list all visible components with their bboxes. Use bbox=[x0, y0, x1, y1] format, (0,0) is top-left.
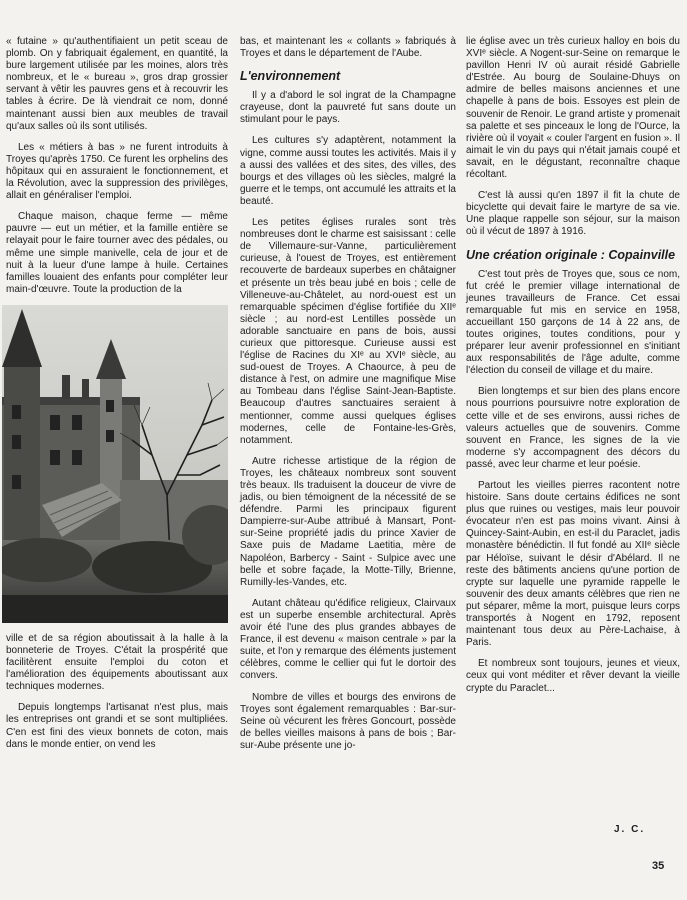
paragraph: bas, et maintenant les « collants » fabriqués à Troyes et dans le département de l'Aube. bbox=[240, 36, 456, 60]
paragraph: Les cultures s'y adaptèrent, notamment la vigne, comme aussi toutes les activités. Mais il y a aussi des vallées et des sites, des villes, des bourgs et des villages où les siècles, malgré la guerre et le temps, ont accumulé les attraits et la beauté. bbox=[240, 135, 456, 207]
paragraph: Depuis longtemps l'artisanat n'est plus, mais les entreprises ont grandi et se sont multipliées. C'en est fini des vieux bonnets de coton, mais dans le monde entier, on vend les bbox=[6, 702, 228, 750]
paragraph: C'est là aussi qu'en 1897 il fit la chute de bicyclette qui devait faire le martyre de sa vie. Une plaque rappelle son séjour, sur la maison où il vécut de 1897 à 1916. bbox=[466, 190, 680, 238]
paragraph: C'est tout près de Troyes que, sous ce nom, fut créé le premier village international de jeunes travailleurs de France. Cet essai remarquable fut mis en service en 1958, accueillant 150 garçons de 14 à 22 ans, de toutes origines, toutes conditions, pour y préparer leur avenir professionnel en s'initiant aux responsabilités de l'âge adulte, comme l'élection du conseil de village et du maire. bbox=[466, 268, 680, 377]
paragraph: Nombre de villes et bourgs des environs de Troyes sont également remarquables : Bar-sur-Seine où vécurent les frères Goncourt, possède de belles vieilles maisons à pans de bois ; Bar-sur-Aube présente une jo- bbox=[240, 691, 456, 751]
page-number: 35 bbox=[652, 860, 665, 872]
paragraph: ville et de sa région aboutissait à la halle à la bonneterie de Troyes. C'était la prospérité que facilitèrent ensuite l'emploi du coton et l'amélioration des équipements aboutissant aux techniques modernes. bbox=[6, 632, 228, 693]
chateau-photo bbox=[2, 305, 228, 623]
paragraph: Et nombreux sont toujours, jeunes et vieux, ceux qui vont méditer et rêver devant la vieille crypte du Paraclet... bbox=[466, 658, 680, 694]
paragraph: Partout les vieilles pierres racontent notre histoire. Sans doute certains édifices ne sont plus que ruines ou vestiges, mais leur pouvoir évocateur n'en est pas moins vivant. Ainsi à Quincey-Saint-Aubin, en est-il du Paraclet, jadis monastère bénédictin. Il fut fondé au XIIᵉ siècle par Héloïse, suivant le désir d'Abélard. Il ne reste des bâtiments anciens qu'une portion de crypte sur laquelle une pyramide rappelle le souvenir des deux amants célèbres que rien ne put séparer, même la mort, puisque leurs corps transportés à Nogent en 1792, reposent maintenant tous deux au Père-Lachaise, à Paris. bbox=[466, 480, 680, 649]
section-heading-copainville: Une création originale : Copainville bbox=[466, 247, 676, 262]
paragraph: Autant château qu'édifice religieux, Clairvaux est un superbe ensemble architectural. Après avoir été l'une des plus grandes abbayes de France, il est devenu « maison centrale » par la suite, et l'on y remarque des éléments justement célèbres, comme le cellier qui fut le dortoir des convers. bbox=[240, 597, 456, 682]
paragraph: lie église avec un très curieux halloy en bois du XVIᵉ siècle. A Nogent-sur-Seine on remarque le pavillon Henri IV où aurait résidé Gabrielle d'Estrée. Au bourg de Soulaine-Dhuys on admire de belles maisons anciennes et une chapelle à pans de bois. Essoyes est plein de souvenir de Renoir. Le grand artiste y promenait sa palette et ses pinceaux le long de l'Ource, la rivière où il voyait « couler l'argent en fusion ». Il aimait le vin du pays qui n'était jamais coupé et savait, en le dégustant, reconnaître chaque récoltant. bbox=[466, 36, 680, 181]
column-3 bbox=[466, 36, 680, 704]
paragraph: Les « métiers à bas » ne furent introduits à Troyes qu'après 1750. Ce furent les orphelins des hôpitaux qui en assuraient le fonctionnement, et la Révolution, avec la suppression des privilèges, allait en généraliser l'emploi. bbox=[6, 141, 228, 202]
column-1 bbox=[6, 36, 228, 760]
paragraph: Chaque maison, chaque ferme — même pauvre — eut un métier, et la famille entière se relayait pour le faire tourner avec des pédales, ou même une simple manivelle, cela de jour et de nuit à la lueur d'une lampe à huile. Certaines familles louaient des enfants pour compléter leur main-d'œuvre. Toute la production de la bbox=[6, 211, 228, 295]
paragraph: Les petites églises rurales sont très nombreuses dont le charme est saisissant : celle de Villemaure-sur-Vanne, particulièrement curieuse, à l'ouest de Troyes, est entièrement recouverte de bardeaux superbes en châtaigner et présente un très beau jubé en bois ; celle de Villeneuve-au-Châtelet, au nord-ouest est un remarquable spécimen d'église fortifiée du XIIᵉ siècle ; au nord-est Lentilles possède un adorable sanctuaire en pans de bois, aussi curieux que pittoresque. Curieuse aussi est l'église de Racines du XIᵉ au XVIᵉ siècle, au sud-ouest de Troyes. A Chaource, à peu de distance à l'est, on admire une magnifique Mise au Tombeau dans l'église Saint-Jean-Baptiste. Beaucoup d'autres sanctuaires seraient à mentionner, comme aussi quelques églises modernes, celle de Fontaine-les-Grès, notamment. bbox=[240, 217, 456, 446]
paragraph: Autre richesse artistique de la région de Troyes, les châteaux nombreux sont souvent très beaux. Ils traduisent la douceur de vivre de jadis, ou bien témoignent de la nécessité de se défendre. Parmi les principaux figurent Dampierre-sur-Aube attribué à Mansart, Pont-sur-Seine propriété jadis du prince Xavier de Saxe puis de Madame Laetitia, mère de Napoléon, Barbercy - Saint - Sulpice avec une belle et sobre façade, la Motte-Tilly, Brienne, Rumilly-les-Vandes, etc. bbox=[240, 455, 456, 588]
paragraph: Il y a d'abord le sol ingrat de la Champagne crayeuse, dont la pauvreté fut sans doute un stimulant pour le pays. bbox=[240, 90, 456, 126]
column-2 bbox=[240, 36, 456, 761]
paragraph: « futaine » qu'authentifiaient un petit sceau de plomb. On y fabriquait également, en quantité, la bure largement utilisée par les moines, alors très nombreux, et le « bureau », gros drap grossier servant à vêtir les pauvres gens et à recouvrir les tables à écrire. De là viendrait ce nom, donné maintenant aussi bien aux meubles de travail qu'aux salles où ils sont utilisés. bbox=[6, 36, 228, 132]
section-heading-environnement: L'environnement bbox=[240, 69, 341, 84]
paragraph: Bien longtemps et sur bien des plans encore nous pourrions poursuivre notre exploration de cette ville et de ses environs, aussi riches de valeurs actuelles que de souvenirs. Comme souvent en France, les signes de la vie moderne s'y accompagnent des décors du passé, avec leur charme et leur poésie. bbox=[466, 386, 680, 470]
author-signature: J. C. bbox=[614, 824, 646, 835]
